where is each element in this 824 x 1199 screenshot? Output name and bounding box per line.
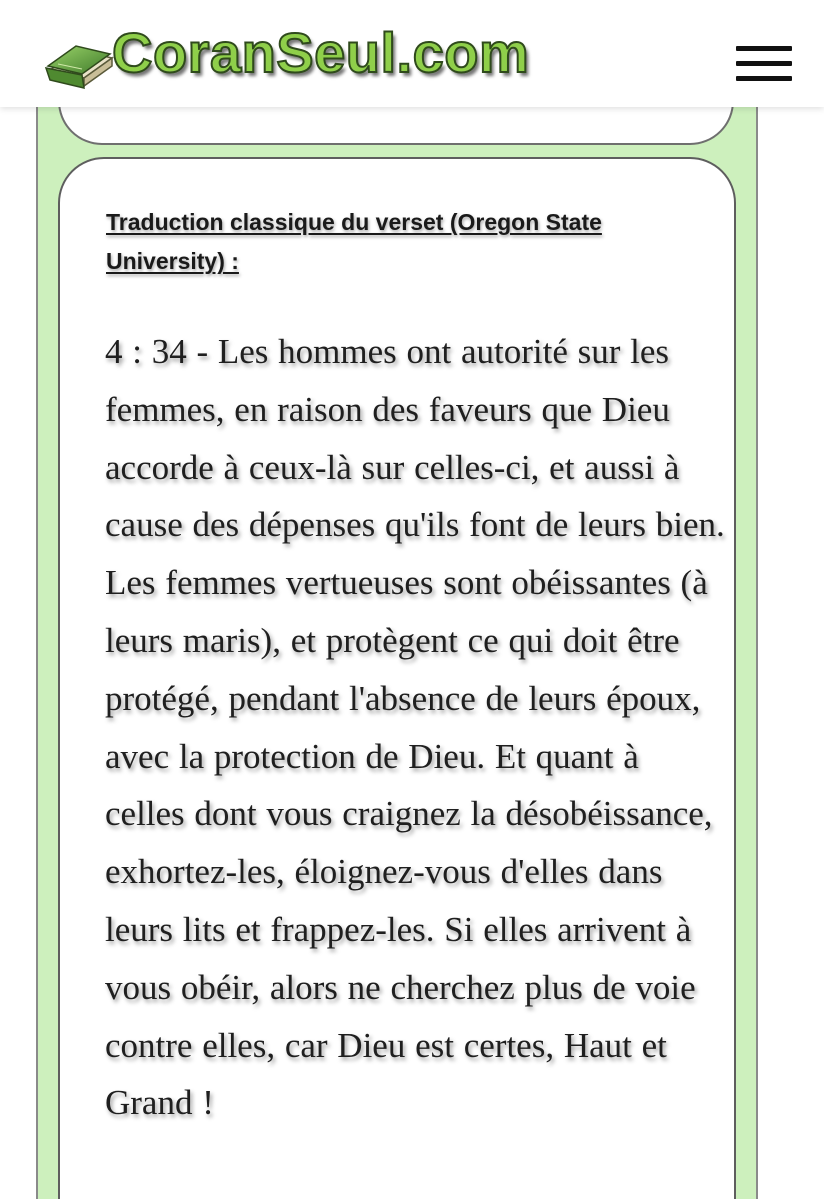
verse-text: 4 : 34 - Les hommes ont autorité sur les femmes, en raison des faveurs que Dieu accorde à ceux-là sur celles-ci, et aussi à cause des dépenses qu'ils font de leurs bien. Les femmes vertueuses sont obéissantes (à leurs maris), et protègent ce qui doit être protégé, pendant l'absence de leurs époux, avec la protection de Dieu. Et quant à celles dont vous craignez la désobéissance, exhortez-les, éloignez-vous d'elles dans leurs lits et frappez-les. Si elles arrivent à vous obéir, alors ne cherchez plus de voie contre elles, car Dieu est certes, Haut et Grand ! — [105, 332, 725, 1123]
menu-bar-top — [736, 46, 792, 51]
site-logo-text: CoranSeul.com — [112, 21, 530, 84]
menu-bar-middle — [736, 61, 792, 66]
menu-bar-bottom — [736, 76, 792, 81]
hamburger-menu-icon[interactable] — [736, 44, 794, 84]
site-logo-link[interactable] — [44, 21, 604, 94]
verse-card — [58, 157, 736, 1199]
site-header — [0, 0, 824, 107]
book-icon — [44, 28, 116, 90]
translation-heading: Traduction classique du verset (Oregon State University) : — [106, 209, 602, 274]
